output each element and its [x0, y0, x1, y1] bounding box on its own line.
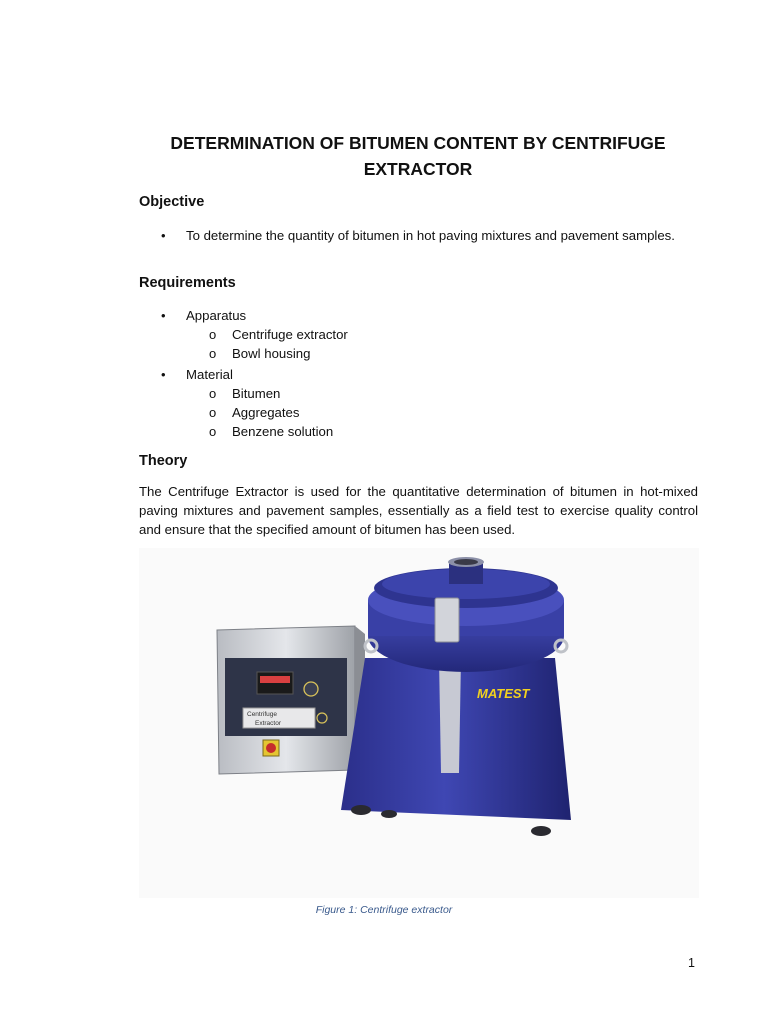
- requirement-item: Aggregates: [232, 405, 300, 420]
- control-box: [217, 626, 365, 774]
- bullet-icon: •: [161, 367, 166, 382]
- requirement-item: Benzene solution: [232, 424, 334, 439]
- circle-bullet-icon: o: [209, 405, 217, 420]
- circle-bullet-icon: o: [209, 386, 217, 401]
- objective-item-text: To determine the quantity of bitumen in hot paving mixtures and pavement samples.: [186, 228, 675, 243]
- panel-label-extractor: Extractor: [255, 720, 282, 727]
- theory-heading: Theory: [139, 453, 188, 469]
- list-item: [139, 365, 699, 384]
- centrifuge-unit: [341, 557, 571, 836]
- requirements-heading: Requirements: [139, 275, 236, 291]
- circle-bullet-icon: o: [209, 424, 217, 439]
- requirement-item: Centrifuge extractor: [232, 327, 348, 342]
- panel-label-centrifuge: Centrifuge: [247, 711, 277, 718]
- objective-heading: Objective: [139, 194, 205, 210]
- brand-logo: MATEST: [477, 686, 530, 701]
- figure-caption: Figure 1: Centrifuge extractor: [315, 904, 453, 916]
- centrifuge-extractor-figure: [139, 548, 699, 898]
- circle-bullet-icon: o: [209, 327, 217, 342]
- requirement-item: Bowl housing: [232, 346, 311, 361]
- theory-paragraph: The Centrifuge Extractor is used for the quantitative determination of bitumen in hot-mixed paving mixtures and pavement samples, essentially as a field test to exercise quality control and ensure that the specified amount of bitumen has been used.: [139, 484, 698, 537]
- circle-bullet-icon: o: [209, 346, 217, 361]
- objective-item: [139, 226, 699, 266]
- list-item: [139, 306, 699, 325]
- bullet-icon: •: [161, 308, 166, 323]
- centrifuge-extractor-image: [139, 548, 699, 898]
- page-number: 1: [688, 956, 695, 970]
- requirement-group-label: Material: [186, 367, 233, 382]
- document-title: DETERMINATION OF BITUMEN CONTENT BY CENTRIFUGE EXTRACTOR: [170, 133, 666, 179]
- requirement-item: Bitumen: [232, 386, 281, 401]
- bullet-icon: •: [161, 228, 166, 243]
- requirement-group-label: Apparatus: [186, 308, 247, 323]
